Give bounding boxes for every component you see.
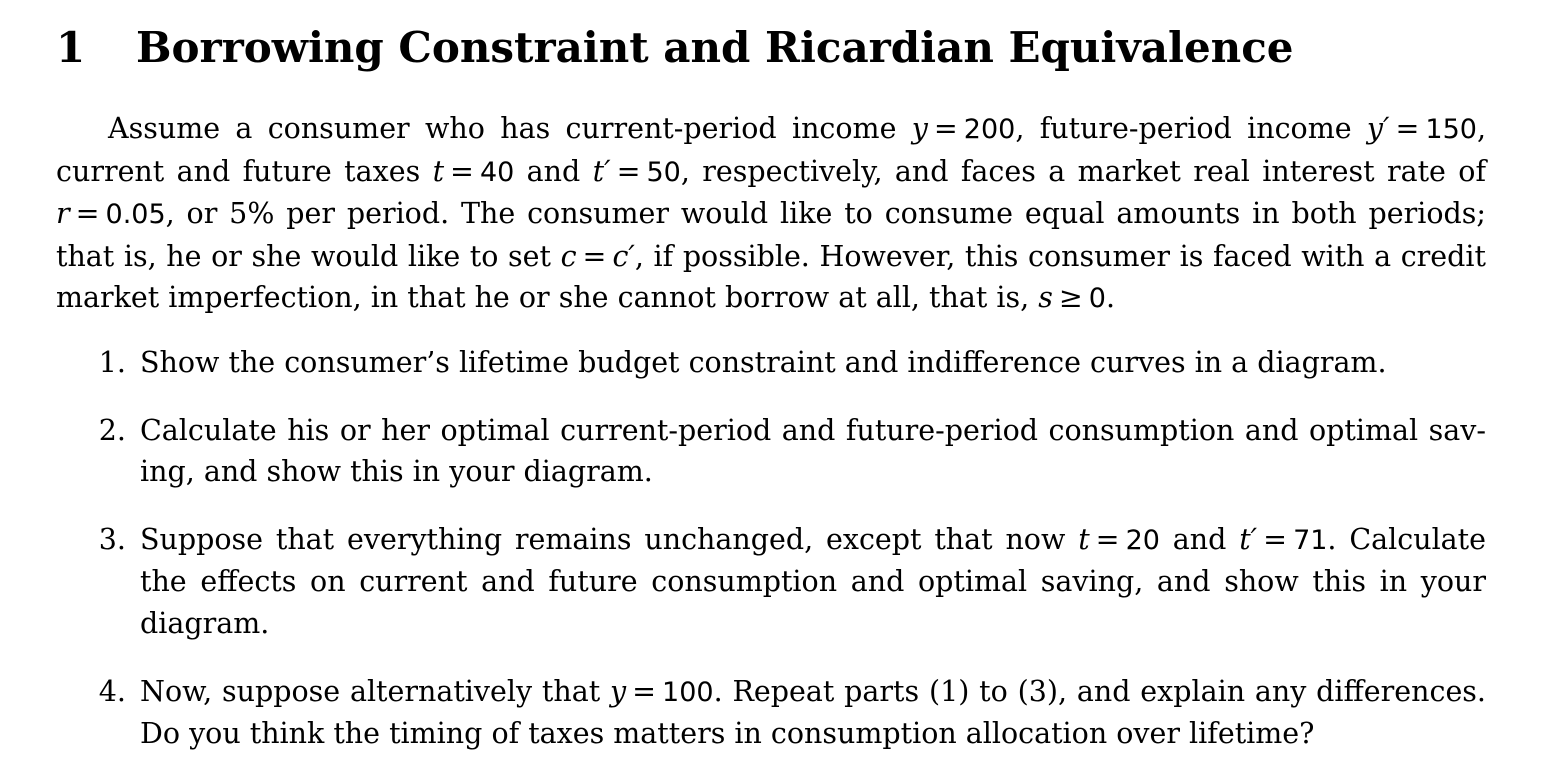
question-text bbox=[140, 342, 1486, 384]
math-number: 20 bbox=[1125, 524, 1160, 556]
math-number: 71 bbox=[1293, 524, 1328, 556]
math-var: c bbox=[560, 239, 577, 273]
text-run: , future-period income bbox=[1015, 112, 1367, 145]
text-run: , respectively, and faces a market real interest rate of bbox=[680, 154, 1486, 188]
math-op: = bbox=[450, 154, 474, 188]
question-line: Show the consumer’s lifetime budget constraint and indifference curves in a diagram. bbox=[140, 345, 1387, 379]
section-heading bbox=[56, 22, 1486, 74]
math-var: r bbox=[56, 197, 70, 231]
text-run: market imperfection, in that he or she cannot borrow at all, that is, bbox=[56, 281, 1039, 315]
math-op: ≥ bbox=[1058, 281, 1083, 315]
math-op: = bbox=[582, 239, 607, 273]
math-var: c′ bbox=[612, 239, 635, 273]
text-run: and bbox=[514, 154, 593, 188]
question-number-cell bbox=[56, 410, 140, 493]
question-number-cell bbox=[56, 342, 140, 384]
math-op: = bbox=[632, 674, 657, 708]
math-var: t bbox=[432, 154, 445, 188]
document-page bbox=[56, 22, 1486, 781]
intro-line-5 bbox=[56, 277, 1486, 320]
text-run: Now, suppose alternatively that bbox=[140, 674, 611, 708]
math-number: 40 bbox=[479, 156, 515, 188]
math-number: 150 bbox=[1425, 114, 1477, 145]
question-text bbox=[140, 671, 1486, 755]
math-var: y′ bbox=[1366, 112, 1390, 145]
text-run: , if possible. However, this consumer is faced with a credit bbox=[634, 239, 1486, 273]
math-number: 0.05 bbox=[105, 199, 166, 231]
question-number-cell bbox=[56, 519, 140, 645]
question-line bbox=[140, 519, 1486, 562]
math-number: 200 bbox=[963, 114, 1016, 145]
intro-line-4 bbox=[56, 236, 1486, 278]
math-op: = bbox=[1395, 112, 1420, 145]
question-item-2 bbox=[56, 410, 1486, 493]
question-text bbox=[140, 410, 1486, 493]
question-line: diagram. bbox=[140, 606, 270, 640]
text-run: that is, he or she would like to set bbox=[56, 239, 561, 273]
math-var: t′ bbox=[1239, 522, 1258, 556]
question-number: 4. bbox=[98, 674, 126, 708]
math-op: = bbox=[933, 112, 958, 145]
text-run: , bbox=[1476, 112, 1486, 145]
intro-line-3 bbox=[56, 193, 1486, 236]
intro-paragraph bbox=[56, 108, 1486, 320]
section-number: 1 bbox=[56, 23, 86, 72]
math-var: t′ bbox=[592, 154, 611, 188]
text-run: . Repeat parts (1) to (3), and explain any differences. bbox=[713, 674, 1486, 708]
math-var: s bbox=[1038, 281, 1053, 315]
text-run: . Calculate bbox=[1327, 522, 1486, 556]
question-item-1 bbox=[56, 342, 1486, 384]
math-var: t bbox=[1078, 522, 1090, 556]
intro-line-1 bbox=[56, 108, 1486, 151]
math-op: = bbox=[1263, 522, 1288, 556]
question-line: ing, and show this in your diagram. bbox=[140, 455, 653, 489]
math-number: 50 bbox=[646, 156, 681, 188]
question-list bbox=[56, 342, 1486, 755]
question-text bbox=[140, 519, 1486, 645]
section-title: Borrowing Constraint and Ricardian Equivalence bbox=[136, 23, 1294, 72]
text-run: . bbox=[1105, 281, 1116, 315]
math-number: 0 bbox=[1088, 283, 1106, 315]
text-run: current and future taxes bbox=[56, 154, 433, 188]
math-op: = bbox=[616, 154, 641, 188]
math-op: = bbox=[1095, 522, 1120, 556]
text-run: , or 5% per period. The consumer would like to consume equal amounts in both periods; bbox=[165, 197, 1486, 231]
text-run: Suppose that everything remains unchanged, except that now bbox=[140, 522, 1079, 556]
math-var: y bbox=[911, 112, 928, 145]
math-op: = bbox=[75, 197, 100, 231]
question-item-4 bbox=[56, 671, 1486, 755]
question-number: 3. bbox=[98, 522, 126, 556]
text-run: Assume a consumer who has current-period income bbox=[108, 112, 912, 145]
question-line: Calculate his or her optimal current-period and future-period consumption and optimal sav- bbox=[140, 413, 1486, 447]
question-number: 1. bbox=[98, 345, 126, 379]
math-var: y bbox=[610, 674, 627, 708]
intro-line-2 bbox=[56, 151, 1486, 194]
question-item-3 bbox=[56, 519, 1486, 645]
question-number: 2. bbox=[98, 413, 126, 447]
text-run: and bbox=[1159, 522, 1240, 556]
math-number: 100 bbox=[662, 676, 714, 708]
question-line: the effects on current and future consumption and optimal saving, and show this in your bbox=[140, 565, 1486, 599]
question-line bbox=[140, 671, 1486, 714]
question-line: Do you think the timing of taxes matters in consumption allocation over lifetime? bbox=[140, 717, 1315, 751]
question-number-cell bbox=[56, 671, 140, 755]
